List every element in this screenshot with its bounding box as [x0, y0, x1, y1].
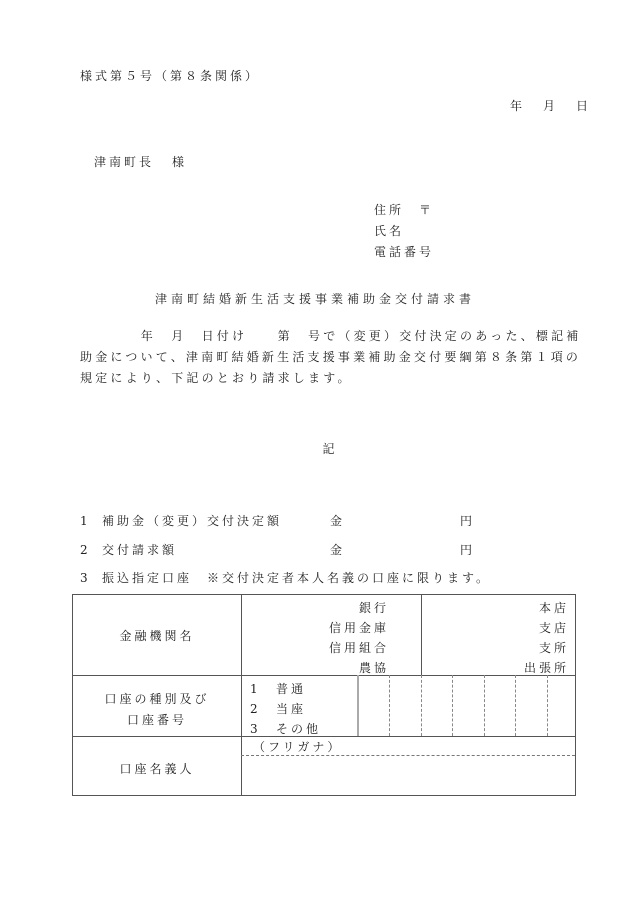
column-divider: [241, 595, 242, 795]
branch-type-office: 出張所: [523, 661, 569, 675]
addressee: [94, 153, 187, 170]
furigana-divider: [241, 755, 575, 756]
digit-divider: [547, 675, 548, 736]
document-body: 年 月 日付け 第 号で（変更）交付決定のあった、標記補助金について、津南町結婚新生活支援事業補助金交付要綱第８条第１項の規定により、下記のとおり請求します。: [80, 329, 582, 385]
bank-branch-divider: [421, 595, 422, 675]
bank-type-kumiai: 信用組合: [328, 641, 389, 655]
branch-type-head: 本店: [538, 601, 569, 615]
item-label: 交付請求額: [102, 543, 178, 557]
document-title: 津南町結婚新生活支援事業補助金交付請求書: [154, 292, 475, 306]
kin-label[interactable]: 金: [330, 543, 343, 557]
yen-label: 円: [460, 514, 473, 528]
account-type-label: 口座の種別及び 口座番号: [104, 692, 210, 727]
addressee-honorific: 様: [172, 155, 188, 169]
bank-type-shinkin: 信用金庫: [328, 621, 389, 635]
address-label[interactable]: 住所 〒: [374, 203, 435, 217]
account-type-other: 3 その他: [250, 722, 322, 736]
digit-divider: [452, 675, 453, 736]
account-type-options[interactable]: [250, 679, 321, 739]
bank-account-table: [72, 594, 576, 796]
item-transfer-account: 3 振込指定口座 ※交付決定者本人名義の口座に限ります。: [80, 571, 492, 585]
phone-label[interactable]: 電話番号: [374, 245, 435, 259]
row-divider: [73, 736, 575, 737]
branch-type-branch: 支店: [538, 621, 569, 635]
form-number: 様式第５号（第８条関係）: [80, 69, 261, 83]
account-type-current: 2 当座: [250, 702, 307, 716]
account-type-ordinary: 1 普通: [250, 682, 307, 696]
digit-divider: [421, 675, 422, 736]
bank-type-nokyo: 農協: [358, 661, 389, 675]
row-divider: [73, 675, 575, 676]
date-day: 日: [576, 99, 592, 113]
yen-label: 円: [460, 543, 473, 557]
holder-label: 口座名義人: [119, 762, 195, 776]
applicant-block: [374, 200, 434, 263]
digit-divider: [357, 675, 359, 736]
branch-type-list[interactable]: [524, 598, 569, 678]
item-decision-amount: 1 補助金（変更）交付決定額 金 円: [80, 514, 473, 528]
institution-label: 金融機関名: [119, 629, 195, 643]
ki-heading: 記: [322, 442, 338, 456]
item-request-amount: 2 交付請求額 金 円: [80, 543, 473, 557]
digit-divider: [484, 675, 485, 736]
date-year: 年: [510, 99, 526, 113]
digit-divider: [515, 675, 516, 736]
addressee-name: 津南町長: [94, 155, 155, 169]
furigana-label: （フリガナ）: [253, 740, 343, 754]
kin-label[interactable]: 金: [330, 514, 343, 528]
item-label: 振込指定口座 ※交付決定者本人名義の口座に限ります。: [102, 571, 492, 585]
date-month: 月: [543, 99, 559, 113]
bank-type-bank: 銀行: [358, 601, 389, 615]
branch-type-sub: 支所: [538, 641, 569, 655]
name-label[interactable]: 氏名: [374, 224, 405, 238]
date-field[interactable]: [510, 97, 591, 114]
item-label: 補助金（変更）交付決定額: [102, 514, 283, 528]
digit-divider: [389, 675, 390, 736]
bank-type-list[interactable]: [329, 598, 389, 678]
